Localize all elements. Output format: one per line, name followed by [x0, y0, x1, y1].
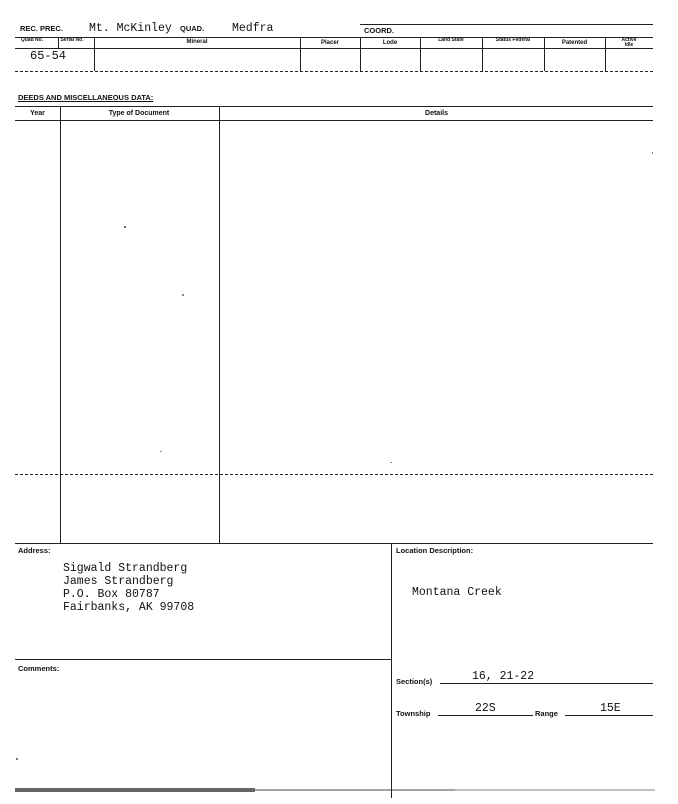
quad-label: QUAD.	[180, 24, 205, 33]
table-col-divider-8	[605, 37, 606, 71]
table-col-divider-6	[482, 37, 483, 71]
rec-prec-label: REC. PREC.	[20, 24, 63, 33]
deeds-col-divider-2	[219, 106, 220, 544]
range-label: Range	[535, 709, 558, 718]
location-label: Location Description:	[396, 546, 474, 555]
address-line: James Strandberg	[63, 575, 174, 588]
deeds-section-title: DEEDS AND MISCELLANEOUS DATA:	[18, 93, 154, 102]
col-mineral: Mineral	[186, 39, 208, 45]
col-serial-no: Serial No.	[60, 37, 84, 43]
address-line: P.O. Box 80787	[63, 588, 160, 601]
rec-prec-value: Mt. McKinley	[89, 22, 172, 35]
top-rule-right	[360, 24, 653, 25]
section-value: 16, 21-22	[472, 670, 535, 683]
speck	[652, 152, 653, 154]
deeds-col-details: Details	[425, 110, 448, 117]
address-label: Address:	[18, 546, 51, 555]
table-top-rule	[15, 37, 653, 38]
col-active-idle: Active Idle	[621, 37, 637, 48]
col-land-state: Land State	[438, 37, 464, 43]
address-block	[63, 562, 194, 614]
speck	[124, 226, 126, 228]
col-lode: Lode	[382, 40, 398, 46]
table-header-rule	[15, 48, 653, 49]
township-label: Township	[396, 709, 431, 718]
quad-value: Medfra	[232, 22, 274, 35]
col-placer: Placer	[320, 40, 339, 46]
deeds-col-divider-1	[60, 106, 61, 544]
deeds-col-type: Type of Document	[108, 110, 170, 117]
deeds-dashed-rule	[15, 474, 653, 475]
range-value: 15E	[600, 702, 621, 715]
scan-noise-band	[455, 789, 655, 791]
address-line: Sigwald Strandberg	[63, 562, 188, 575]
scan-noise-band	[255, 789, 455, 791]
col-status-federal: Status Federal	[495, 37, 531, 43]
scan-noise-band	[15, 788, 255, 792]
speck	[16, 758, 18, 760]
table-bottom-dashed-rule	[15, 71, 653, 72]
table-col-divider-5	[420, 37, 421, 71]
col-quad-no: Quad No.	[20, 37, 44, 43]
deeds-top-rule	[15, 106, 653, 107]
deeds-header-rule	[15, 120, 653, 121]
deeds-col-year: Year	[30, 110, 45, 117]
lower-center-divider	[391, 543, 392, 798]
location-value: Montana Creek	[412, 586, 502, 599]
speck	[160, 451, 162, 452]
table-col-divider-1	[58, 37, 59, 49]
comments-top-rule	[15, 659, 391, 660]
township-value: 22S	[475, 702, 496, 715]
speck	[390, 462, 392, 463]
lower-top-rule	[15, 543, 653, 544]
speck	[182, 294, 184, 296]
quad-no-value: 65-54	[30, 49, 67, 63]
address-line: Fairbanks, AK 99708	[63, 601, 195, 614]
col-patented: Patented	[561, 40, 588, 46]
section-label: Section(s)	[396, 677, 433, 686]
coord-label: COORD.	[364, 26, 394, 35]
comments-label: Comments:	[18, 664, 60, 673]
